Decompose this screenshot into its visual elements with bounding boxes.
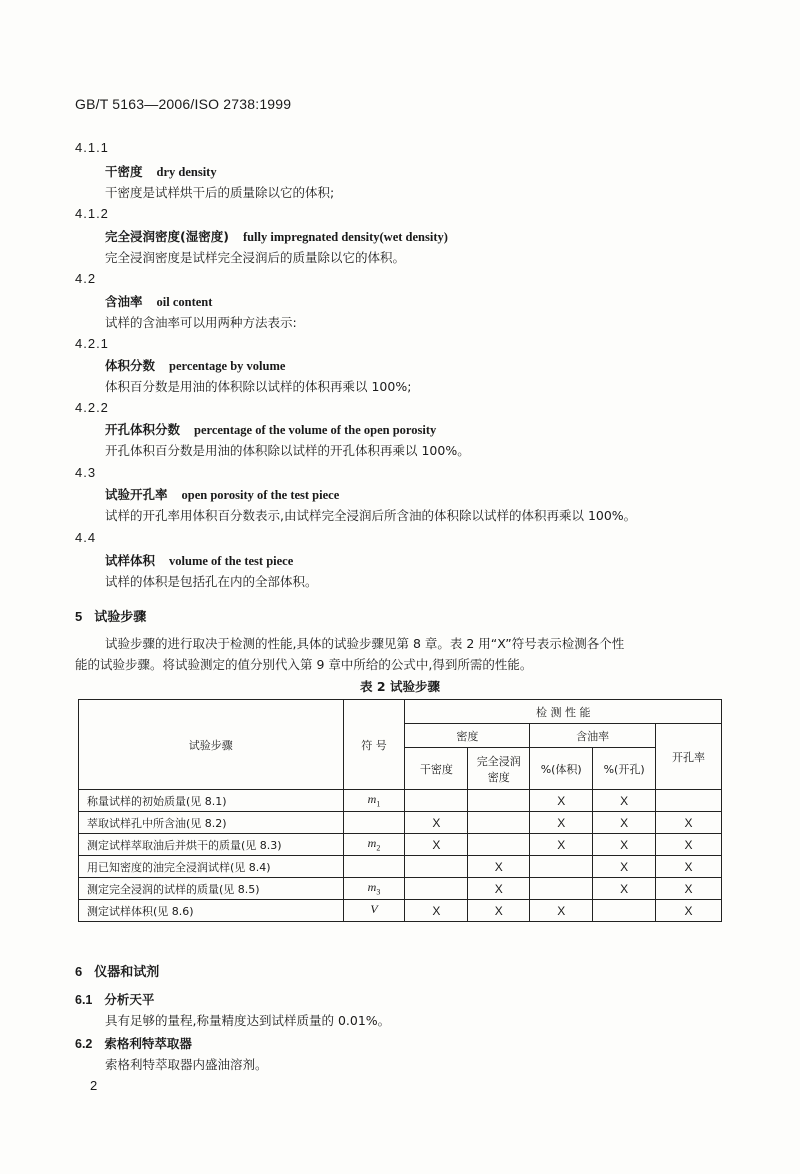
- subsection-number: 6.1: [75, 993, 93, 1007]
- section-title: 试验步骤: [94, 610, 147, 625]
- clause-definition: 试样的开孔率用体积百分数表示,由试样完全浸润后所含油的体积除以试样的体积再乘以 100%。: [105, 508, 637, 523]
- term-en: oil content: [156, 295, 213, 309]
- clause-number: 4.1.2: [75, 206, 109, 221]
- table-row: [79, 812, 722, 834]
- mark-cell: X: [656, 900, 722, 922]
- section-title: 仪器和试剂: [94, 965, 160, 980]
- mark-cell: [530, 878, 593, 900]
- term-en: open porosity of the test piece: [181, 488, 340, 502]
- step-cell: 用已知密度的油完全浸润试样(见 8.4): [79, 856, 344, 878]
- term-en: dry density: [156, 165, 217, 179]
- term-zh: 体积分数: [105, 358, 156, 373]
- header-step: 试验步骤: [79, 700, 344, 790]
- header-properties: 检 测 性 能: [405, 700, 722, 724]
- step-cell: 称量试样的初始质量(见 8.1): [79, 790, 344, 812]
- header-dry-density: 干密度: [405, 748, 468, 790]
- paragraph-line: 试验步骤的进行取决于检测的性能,具体的试验步骤见第 8 章。表 2 用“X”符号表示检测各个性: [105, 636, 625, 651]
- header-symbol: 符 号: [343, 700, 405, 790]
- term-en: percentage of the volume of the open porosity: [194, 423, 437, 437]
- mark-cell: [530, 856, 593, 878]
- clause-number: 4.2: [75, 271, 97, 286]
- term-zh: 开孔体积分数: [105, 422, 181, 437]
- test-steps-table: [78, 699, 722, 922]
- term-zh: 试样体积: [105, 553, 156, 568]
- clause-definition: 开孔体积百分数是用油的体积除以试样的开孔体积再乘以 100%。: [105, 443, 470, 458]
- subsection-heading: [75, 1034, 192, 1052]
- clause-term: [105, 227, 448, 245]
- clause-term: [105, 551, 293, 569]
- header-density: 密度: [405, 724, 530, 748]
- paragraph-line: 能的试验步骤。将试验测定的值分别代入第 9 章中所给的公式中,得到所需的性能。: [75, 657, 533, 672]
- term-zh: 试验开孔率: [105, 487, 168, 502]
- header-by-open-porosity: %(开孔): [593, 748, 656, 790]
- mark-cell: X: [656, 812, 722, 834]
- step-cell: 萃取试样孔中所含油(见 8.2): [79, 812, 344, 834]
- mark-cell: X: [405, 834, 468, 856]
- mark-cell: X: [405, 812, 468, 834]
- mark-cell: X: [468, 900, 530, 922]
- term-zh: 含油率: [105, 294, 143, 309]
- symbol-cell: $m_3$: [343, 878, 405, 900]
- clause-number: 4.2.2: [75, 400, 109, 415]
- mark-cell: [468, 812, 530, 834]
- step-cell: 测定试样体积(见 8.6): [79, 900, 344, 922]
- mark-cell: [593, 900, 656, 922]
- subsection-title: 索格利特萃取器: [104, 1036, 192, 1051]
- clause-number: 4.2.1: [75, 336, 109, 351]
- mark-cell: X: [405, 900, 468, 922]
- clause-number: 4.3: [75, 465, 97, 480]
- term-en: percentage by volume: [169, 359, 286, 373]
- table-row: [79, 900, 722, 922]
- section-number: 6: [75, 964, 83, 979]
- page-number: 2: [90, 1078, 98, 1093]
- mark-cell: X: [530, 812, 593, 834]
- clause-definition: 完全浸润密度是试样完全浸润后的质量除以它的体积。: [105, 250, 406, 265]
- clause-definition: 试样的含油率可以用两种方法表示:: [105, 315, 297, 330]
- mark-cell: X: [530, 834, 593, 856]
- clause-term: [105, 292, 212, 310]
- clause-number: 4.4: [75, 530, 97, 545]
- clause-term: [105, 485, 339, 503]
- clause-term: [105, 356, 285, 374]
- clause-definition: 干密度是试样烘干后的质量除以它的体积;: [105, 185, 335, 200]
- standard-header: GB/T 5163—2006/ISO 2738:1999: [75, 96, 292, 112]
- table-row: [79, 834, 722, 856]
- term-en: fully impregnated density(wet density): [242, 230, 448, 244]
- symbol-cell: $m_2$: [343, 834, 405, 856]
- mark-cell: X: [530, 900, 593, 922]
- header-oil-content: 含油率: [530, 724, 656, 748]
- clause-definition: 试样的体积是包括孔在内的全部体积。: [105, 574, 318, 589]
- clause-definition: 体积百分数是用油的体积除以试样的体积再乘以 100%;: [105, 379, 412, 394]
- table-row: [79, 790, 722, 812]
- subsection-text: 具有足够的量程,称量精度达到试样质量的 0.01%。: [105, 1013, 391, 1028]
- mark-cell: X: [593, 812, 656, 834]
- header-wet-density: 完全浸润密度: [468, 748, 530, 790]
- mark-cell: [468, 834, 530, 856]
- subsection-heading: [75, 990, 154, 1008]
- mark-cell: X: [656, 834, 722, 856]
- subsection-number: 6.2: [75, 1037, 93, 1051]
- mark-cell: X: [656, 878, 722, 900]
- symbol-cell: [343, 856, 405, 878]
- term-en: volume of the test piece: [169, 554, 294, 568]
- symbol-cell: V: [343, 900, 405, 922]
- section-heading: [75, 606, 146, 625]
- mark-cell: [405, 856, 468, 878]
- mark-cell: [656, 790, 722, 812]
- step-cell: 测定试样萃取油后并烘干的质量(见 8.3): [79, 834, 344, 856]
- table-row: [79, 878, 722, 900]
- mark-cell: X: [656, 856, 722, 878]
- header-open-porosity: 开孔率: [656, 724, 722, 790]
- step-cell: 测定完全浸润的试样的质量(见 8.5): [79, 878, 344, 900]
- table-row: [79, 856, 722, 878]
- clause-number: 4.1.1: [75, 140, 109, 155]
- mark-cell: X: [468, 856, 530, 878]
- term-zh: 干密度: [105, 164, 143, 179]
- symbol-cell: [343, 812, 405, 834]
- subsection-title: 分析天平: [104, 992, 155, 1007]
- mark-cell: X: [593, 790, 656, 812]
- subsection-text: 索格利特萃取器内盛油溶剂。: [105, 1057, 268, 1072]
- clause-term: [105, 162, 217, 180]
- table-caption: 表 2 试验步骤: [360, 679, 440, 694]
- mark-cell: X: [530, 790, 593, 812]
- mark-cell: X: [593, 856, 656, 878]
- mark-cell: X: [593, 834, 656, 856]
- mark-cell: [405, 878, 468, 900]
- term-zh: 完全浸润密度(湿密度): [105, 229, 229, 244]
- section-number: 5: [75, 609, 83, 624]
- clause-term: [105, 420, 436, 438]
- mark-cell: X: [468, 878, 530, 900]
- mark-cell: [468, 790, 530, 812]
- mark-cell: X: [593, 878, 656, 900]
- section-heading: [75, 961, 159, 980]
- symbol-cell: $m_1$: [343, 790, 405, 812]
- mark-cell: [405, 790, 468, 812]
- header-by-volume: %(体积): [530, 748, 593, 790]
